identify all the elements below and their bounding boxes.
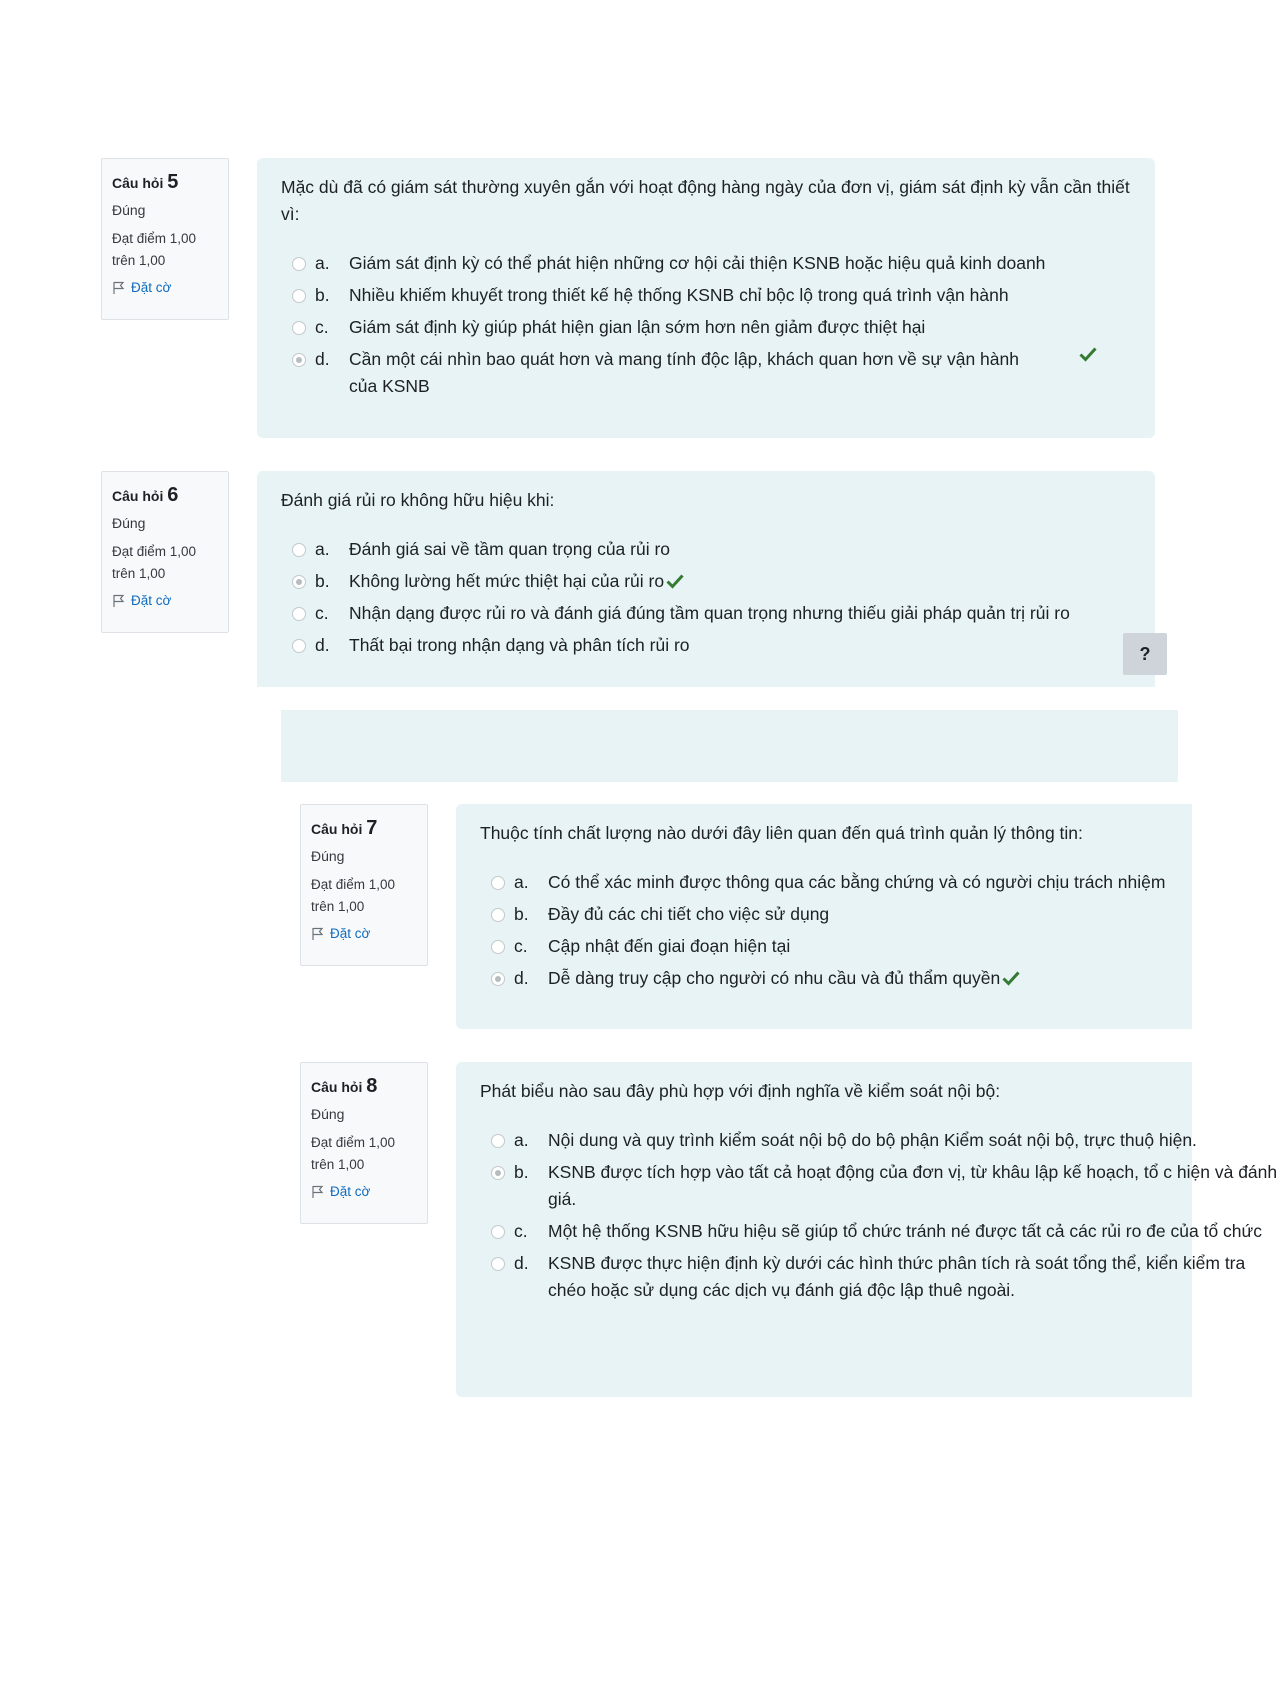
- correct-check-icon: [1079, 346, 1097, 362]
- question-info-7: [300, 804, 428, 966]
- answer-option[interactable]: [281, 282, 1131, 309]
- answer-radio[interactable]: [491, 876, 505, 890]
- answer-radio[interactable]: [491, 1134, 505, 1148]
- question-number: Câu hỏi 8: [311, 1075, 378, 1097]
- answer-letter: b.: [514, 904, 529, 924]
- answer-radio-selected[interactable]: [491, 1166, 505, 1180]
- answer-radio-selected[interactable]: [292, 353, 306, 367]
- answer-list: [480, 1127, 1278, 1304]
- answer-radio[interactable]: [292, 639, 306, 653]
- answer-text: Giám sát định kỳ có thể phát hiện những cơ hội cải thiện KSNB hoặc hiệu quả kinh doanh: [349, 253, 1046, 273]
- question-text: Thuộc tính chất lượng nào dưới đây liên quan đến quá trình quản lý thông tin:: [480, 823, 1083, 843]
- answer-radio[interactable]: [491, 1225, 505, 1239]
- flag-question-button[interactable]: [311, 926, 417, 941]
- answer-text: Cần một cái nhìn bao quát hơn và mang tính độc lập, khách quan hơn về sự vận hành của KSNB: [349, 349, 1019, 396]
- question-state: Đúng: [311, 1106, 345, 1122]
- answer-list: [281, 250, 1131, 400]
- question-content-7: [456, 804, 1192, 1029]
- answer-text: Giám sát định kỳ giúp phát hiện gian lận sớm hơn nên giảm được thiệt hại: [349, 317, 926, 337]
- flag-icon: [112, 281, 125, 295]
- question-content-6: [257, 471, 1155, 687]
- question-grade: Đạt điểm 1,00 trên 1,00: [311, 877, 396, 914]
- answer-text: Nội dung và quy trình kiểm soát nội bộ do bộ phận Kiểm soát nội bộ, trực thuộ hiện.: [548, 1130, 1197, 1150]
- answer-list: [480, 869, 1168, 992]
- answer-radio[interactable]: [292, 543, 306, 557]
- answer-radio[interactable]: [491, 940, 505, 954]
- question-state: Đúng: [311, 848, 345, 864]
- answer-letter: d.: [315, 635, 330, 655]
- answer-text: Một hệ thống KSNB hữu hiệu sẽ giúp tổ chức tránh né được tất cả các rủi ro đe của tổ chức: [548, 1221, 1262, 1241]
- answer-option[interactable]: [480, 933, 1168, 960]
- answer-list: [281, 536, 1131, 659]
- flag-label: Đặt cờ: [330, 926, 371, 941]
- correct-check-icon: [1002, 970, 1020, 986]
- flag-icon: [311, 1185, 324, 1199]
- question-text: Đánh giá rủi ro không hữu hiệu khi:: [281, 490, 555, 510]
- answer-radio[interactable]: [292, 321, 306, 335]
- question-number: Câu hỏi 7: [311, 817, 378, 839]
- flag-label: Đặt cờ: [131, 593, 172, 608]
- correct-check-icon: [666, 573, 684, 589]
- answer-letter: b.: [315, 571, 330, 591]
- flag-question-button[interactable]: [311, 1184, 417, 1199]
- answer-text: Đầy đủ các chi tiết cho việc sử dụng: [548, 904, 830, 924]
- question-info-5: [101, 158, 229, 320]
- question-state: Đúng: [112, 515, 146, 531]
- answer-text: Cập nhật đến giai đoạn hiện tại: [548, 936, 791, 956]
- answer-radio[interactable]: [292, 289, 306, 303]
- answer-letter: b.: [514, 1162, 529, 1182]
- help-button[interactable]: ?: [1123, 633, 1167, 675]
- answer-text: Thất bại trong nhận dạng và phân tích rủi ro: [349, 635, 690, 655]
- answer-letter: d.: [514, 1253, 529, 1273]
- question-number: Câu hỏi 6: [112, 484, 179, 506]
- answer-text: KSNB được thực hiện định kỳ dưới các hình thức phân tích rà soát tổng thể, kiển kiểm tra chéo hoặc sử dụng các dịch vụ đánh giá độc lập thuê ngoài.: [548, 1253, 1246, 1300]
- answer-letter: c.: [315, 317, 329, 337]
- question-number: Câu hỏi 5: [112, 171, 179, 193]
- answer-radio-selected[interactable]: [491, 972, 505, 986]
- question-text: Mặc dù đã có giám sát thường xuyên gắn với hoạt động hàng ngày của đơn vị, giám sát định kỳ vẫn cần thiết vì:: [281, 177, 1130, 224]
- answer-letter: b.: [315, 285, 330, 305]
- answer-option[interactable]: [480, 1250, 1278, 1304]
- answer-text: KSNB được tích hợp vào tất cả hoạt động của đơn vị, từ khâu lập kế hoạch, tổ c hiện và đánh giá.: [548, 1162, 1278, 1209]
- answer-text: Có thể xác minh được thông qua các bằng chứng và có người chịu trách nhiệm: [548, 872, 1166, 892]
- answer-letter: c.: [514, 936, 528, 956]
- answer-option[interactable]: [281, 632, 1131, 659]
- question-grade: Đạt điểm 1,00 trên 1,00: [311, 1135, 396, 1172]
- flag-question-button[interactable]: [112, 593, 218, 608]
- answer-letter: a.: [315, 539, 330, 559]
- flag-label: Đặt cờ: [131, 280, 172, 295]
- answer-letter: a.: [514, 1130, 529, 1150]
- answer-text: Đánh giá sai về tầm quan trọng của rủi ro: [349, 539, 671, 559]
- question-state: Đúng: [112, 202, 146, 218]
- answer-text: Không lường hết mức thiệt hại của rủi ro: [349, 571, 665, 591]
- answer-radio[interactable]: [491, 1257, 505, 1271]
- question-content-5: [257, 158, 1155, 438]
- answer-radio[interactable]: [491, 908, 505, 922]
- answer-text: Dễ dàng truy cập cho người có nhu cầu và đủ thẩm quyền: [548, 968, 1001, 988]
- answer-option[interactable]: [480, 901, 1168, 928]
- answer-text: Nhận dạng được rủi ro và đánh giá đúng tầm quan trọng nhưng thiếu giải pháp quản trị rủi ro: [349, 603, 1070, 623]
- flag-question-button[interactable]: [112, 280, 218, 295]
- flag-icon: [112, 594, 125, 608]
- flag-label: Đặt cờ: [330, 1184, 371, 1199]
- answer-option[interactable]: [281, 314, 1131, 341]
- answer-option[interactable]: [281, 536, 1131, 563]
- answer-option[interactable]: [480, 869, 1168, 896]
- answer-letter: c.: [315, 603, 329, 623]
- question-grade: Đạt điểm 1,00 trên 1,00: [112, 231, 197, 268]
- answer-option[interactable]: [281, 346, 1131, 400]
- answer-option[interactable]: [480, 1127, 1278, 1154]
- flag-icon: [311, 927, 324, 941]
- question-info-8: [300, 1062, 428, 1224]
- answer-option[interactable]: [281, 568, 1131, 595]
- question-text: Phát biểu nào sau đây phù hợp với định nghĩa về kiểm soát nội bộ:: [480, 1081, 1001, 1101]
- answer-letter: d.: [514, 968, 529, 988]
- question-content-8: [456, 1062, 1278, 1397]
- answer-option[interactable]: [480, 1218, 1278, 1245]
- question-info-6: [101, 471, 229, 633]
- answer-letter: c.: [514, 1221, 528, 1241]
- answer-option[interactable]: [480, 1159, 1278, 1213]
- question-grade: Đạt điểm 1,00 trên 1,00: [112, 544, 197, 581]
- answer-letter: a.: [514, 872, 529, 892]
- answer-text: Nhiều khiếm khuyết trong thiết kế hệ thống KSNB chỉ bộc lộ trong quá trình vận hành: [349, 285, 1009, 305]
- answer-radio[interactable]: [292, 257, 306, 271]
- answer-option[interactable]: [281, 250, 1131, 277]
- answer-letter: d.: [315, 349, 330, 369]
- answer-option[interactable]: [281, 600, 1131, 627]
- answer-letter: a.: [315, 253, 330, 273]
- answer-radio-selected[interactable]: [292, 575, 306, 589]
- answer-option[interactable]: [480, 965, 1168, 992]
- page-divider-panel: [281, 710, 1178, 782]
- answer-radio[interactable]: [292, 607, 306, 621]
